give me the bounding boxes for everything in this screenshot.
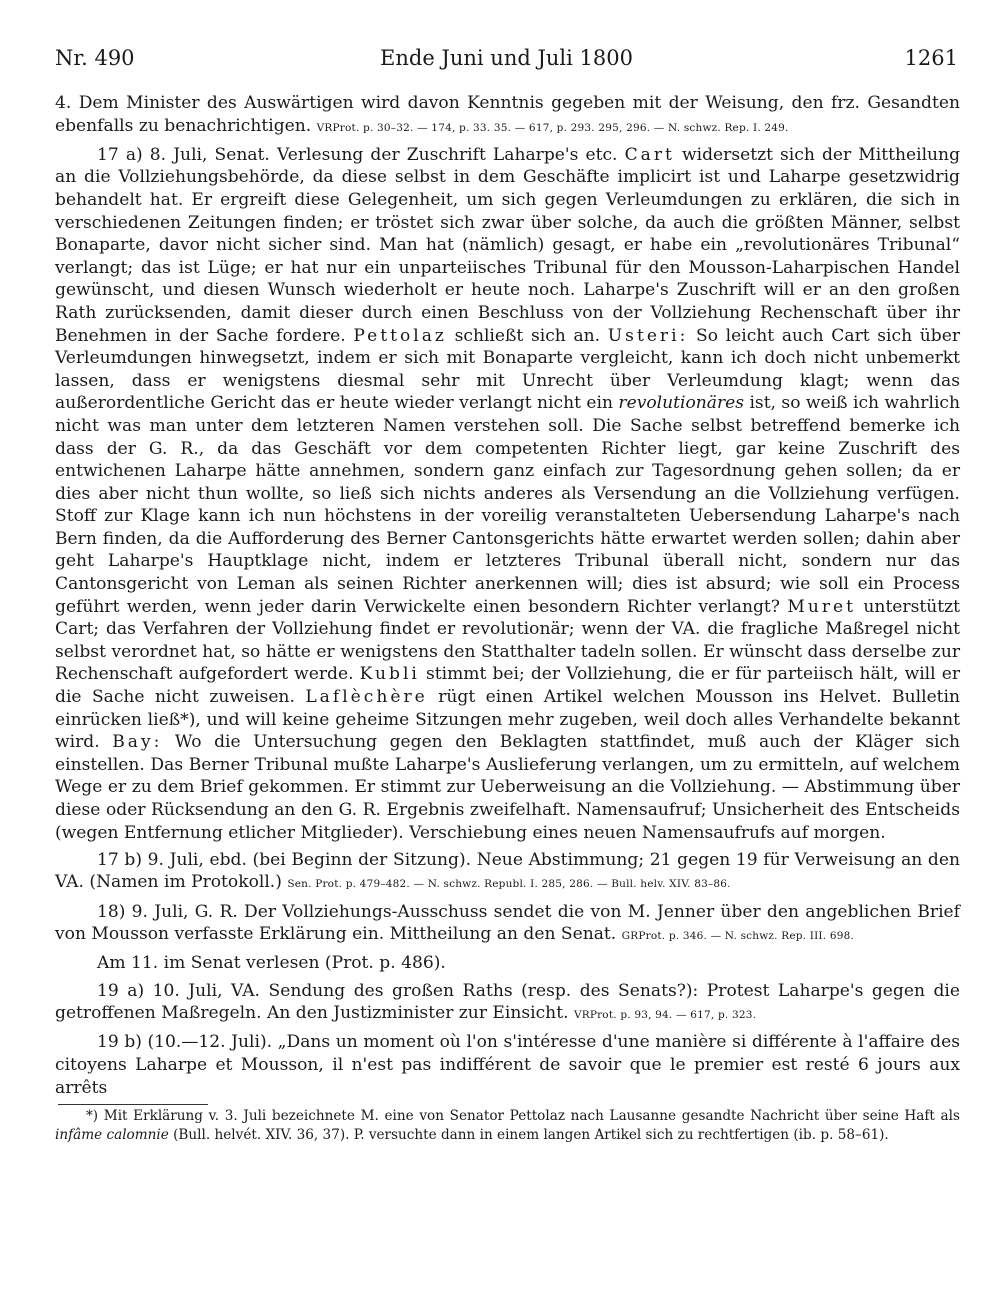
- footnote-paragraph: [55, 1107, 960, 1145]
- italic-term: infâme calomnie: [55, 1127, 169, 1143]
- paragraph-text: 19 a) 10. Juli, VA. Sendung des großen Raths (resp. des Senats?): Protest Laharpe's gegen die getroffenen Maßregeln. An den Justizminister zur Einsicht.: [55, 980, 960, 1024]
- paragraph-note: [55, 952, 960, 975]
- page-number: 1261: [904, 46, 958, 70]
- italic-term: revolutionäres: [618, 393, 745, 414]
- paragraph-text: 17 a) 8. Juli, Senat. Verlesung der Zuschrift Laharpe's etc.: [97, 144, 618, 165]
- paragraph-text: Am 11. im Senat verlesen (Prot. p. 486).: [97, 953, 446, 974]
- source-reference: VRProt. p. 93, 94. — 617, p. 323.: [573, 1009, 757, 1022]
- footnote: [55, 1107, 960, 1145]
- paragraph-4: [55, 92, 960, 139]
- paragraph-text: rügt einen Artikel welchen Mousson ins Helvet. Bulletin einrücken ließ*), und will keine geheime Sitzungen mehr zugeben, weil doch alles Verhandelte bekannt wird.: [55, 687, 961, 753]
- speaker-name: Usteri:: [607, 325, 689, 346]
- paragraph-text: 18) 9. Juli, G. R. Der Vollziehungs-Ausschuss sendet die von M. Jenner über den angeblichen Brief von Mousson verfasste Erklärung ein. Mittheilung an den Senat.: [55, 901, 960, 945]
- paragraph-text: unterstützt Cart; das Verfahren der Vollziehung findet er revolutionär; wenn der VA. die fragliche Maßregel nicht selbst verordnet hat, so hätte er wenigstens den Statthalter tadeln sollen. Er wünscht dass derselbe zur Rechenschaft aufgefordert werde.: [55, 596, 960, 685]
- speaker-name: Laflèchère: [305, 687, 428, 708]
- paragraph-text: Wo die Untersuchung gegen den Beklagten stattfindet, muß auch der Kläger sich einstellen. Das Berner Tribunal mußte Laharpe's Auslieferung verlangen, um zu ermitteln, auf welchem Wege er zu dem Brief gekommen. Er stimmt zur Ueberweisung an die Vollziehung. — Abstimmung über diese oder Rücksendung an den G. R. Ergebnis zweifelhaft. Namensaufruf; Unsicherheit des Entscheids (wegen Entfernung etlicher Mitglieder). Verschiebung eines neuen Namensaufrufs auf morgen.: [55, 732, 961, 843]
- paragraph-text: widersetzt sich der Mittheilung an die Vollziehungsbehörde, da diese selbst in dem Geschäfte implicirt ist und Laharpe gesetzwidrig behandelt hat. Er ergreift diese Gelegenheit, um sich gegen Verleumdungen zu erklären, die sich in verschiedenen Zeitungen finden; er tröstet sich zwar über solche, da auch die größten Männer, selbst Bonaparte, davor nicht sicher sind. Man hat (nämlich) gesagt, er habe ein „revolutionäres Tribunal“ verlangt; das ist Lüge; er hat nur ein unparteiisches Tribunal für den Mousson-Laharpischen Handel gewünscht, und diesen Wunsch wiederholt er heute noch. Laharpe's Zuschrift will er an den großen Rath zurücksenden, damit dieser durch einen Beschluss von der Vollziehung Rechenschaft über ihr Benehmen in der Sache fordere.: [55, 144, 961, 346]
- paragraph-19b: [55, 1031, 960, 1099]
- page-header: [55, 46, 958, 76]
- document-number: Nr. 490: [55, 46, 135, 70]
- paragraph-text: So leicht auch Cart sich über Verleumdungen hinwegsetzt, indem er sich mit Bonaparte vergleicht, kann ich doch nicht unbemerkt lassen, dass er wenigstens diesmal sehr mit Unrecht über Verleumdung klagt; wenn das außerordentliche Gericht das er heute wieder verlangt nicht ein: [55, 325, 961, 414]
- paragraph-text: 17 b) 9. Juli, ebd. (bei Beginn der Sitzung). Neue Abstimmung; 21 gegen 19 für Verweisung an den VA. (Namen im Protokoll.): [55, 849, 960, 893]
- paragraph-18: [55, 901, 960, 948]
- paragraph-17a: [55, 144, 960, 844]
- paragraph-text: 4. Dem Minister des Auswärtigen wird davon Kenntnis gegeben mit der Weisung, den frz. Gesandten ebenfalls zu benachrichtigen.: [55, 93, 960, 136]
- running-title: Ende Juni und Juli 1800: [380, 46, 633, 70]
- source-reference: VRProt. p. 30–32. — 174, p. 33. 35. — 617, p. 293. 295, 296. — N. schwz. Rep. I. 249.: [316, 121, 789, 134]
- paragraph-text: 19 b) (10.—12. Juli). „Dans un moment où l'on s'intéresse d'une manière si différente à l'affaire des citoyens Laharpe et Mousson, il n'est pas indifférent de savoir que le premier est resté 6 jours aux arrêts: [55, 1032, 960, 1098]
- paragraph-19a: [55, 980, 960, 1027]
- paragraph-17b: [55, 849, 960, 896]
- paragraph-text: ist, so weiß ich wahrlich nicht was man unter dem letzteren Namen verstehen soll. Die Sache selbst betreffend bemerke ich dass der G. R., da das Geschäft vor dem competenten Richter liegt, gar keine Zuschrift des entwichenen Laharpe hätte annehmen, sondern ganz einfach zur Tagesordnung gehen sollen; da er dies aber nicht thun wollte, so ließ sich nichts anderes als Versendung an die Vollziehung verfügen. Stoff zur Klage kann ich nun höchstens in der voreilig veranstalteten Uebersendung Laharpe's nach Bern finden, da die Aufforderung des Berner Cantonsgerichts hätte erwartet werden sollen; dahin aber geht Laharpe's Hauptklage nicht, indem er letzteres Tribunal überall nicht, sondern nur das Cantonsgericht von Leman als seinen Richter anerkennen will; dies ist absurd; wie soll ein Process geführt werden, wenn jeder darin Verwickelte einen besondern Richter verlangt?: [55, 393, 960, 617]
- speaker-name: Muret: [787, 596, 857, 617]
- speaker-name: Cart: [624, 144, 675, 165]
- main-text: [55, 92, 960, 1099]
- paragraph-text: stimmt bei; der Vollziehung, die er für parteiisch hält, will er die Sache nicht zuweisen.: [55, 664, 960, 708]
- source-reference: Sen. Prot. p. 479–482. — N. schwz. Republ. I. 285, 286. — Bull. helv. XIV. 83–86.: [287, 878, 731, 891]
- footnote-divider: [58, 1104, 208, 1105]
- source-reference: GRProt. p. 346. — N. schwz. Rep. III. 698.: [621, 930, 855, 943]
- speaker-name: Bay:: [112, 732, 163, 753]
- footnote-text: (Bull. helvét. XIV. 36, 37). P. versuchte dann in einem langen Artikel sich zu rechtfertigen (ib. p. 58–61).: [173, 1127, 889, 1143]
- speaker-name: Pettolaz: [353, 325, 447, 346]
- speaker-name: Kubli: [359, 664, 420, 685]
- footnote-text: *) Mit Erklärung v. 3. Juli bezeichnete M. eine von Senator Pettolaz nach Lausanne gesandte Nachricht über seine Haft als: [86, 1108, 960, 1124]
- paragraph-text: schließt sich an.: [454, 325, 601, 346]
